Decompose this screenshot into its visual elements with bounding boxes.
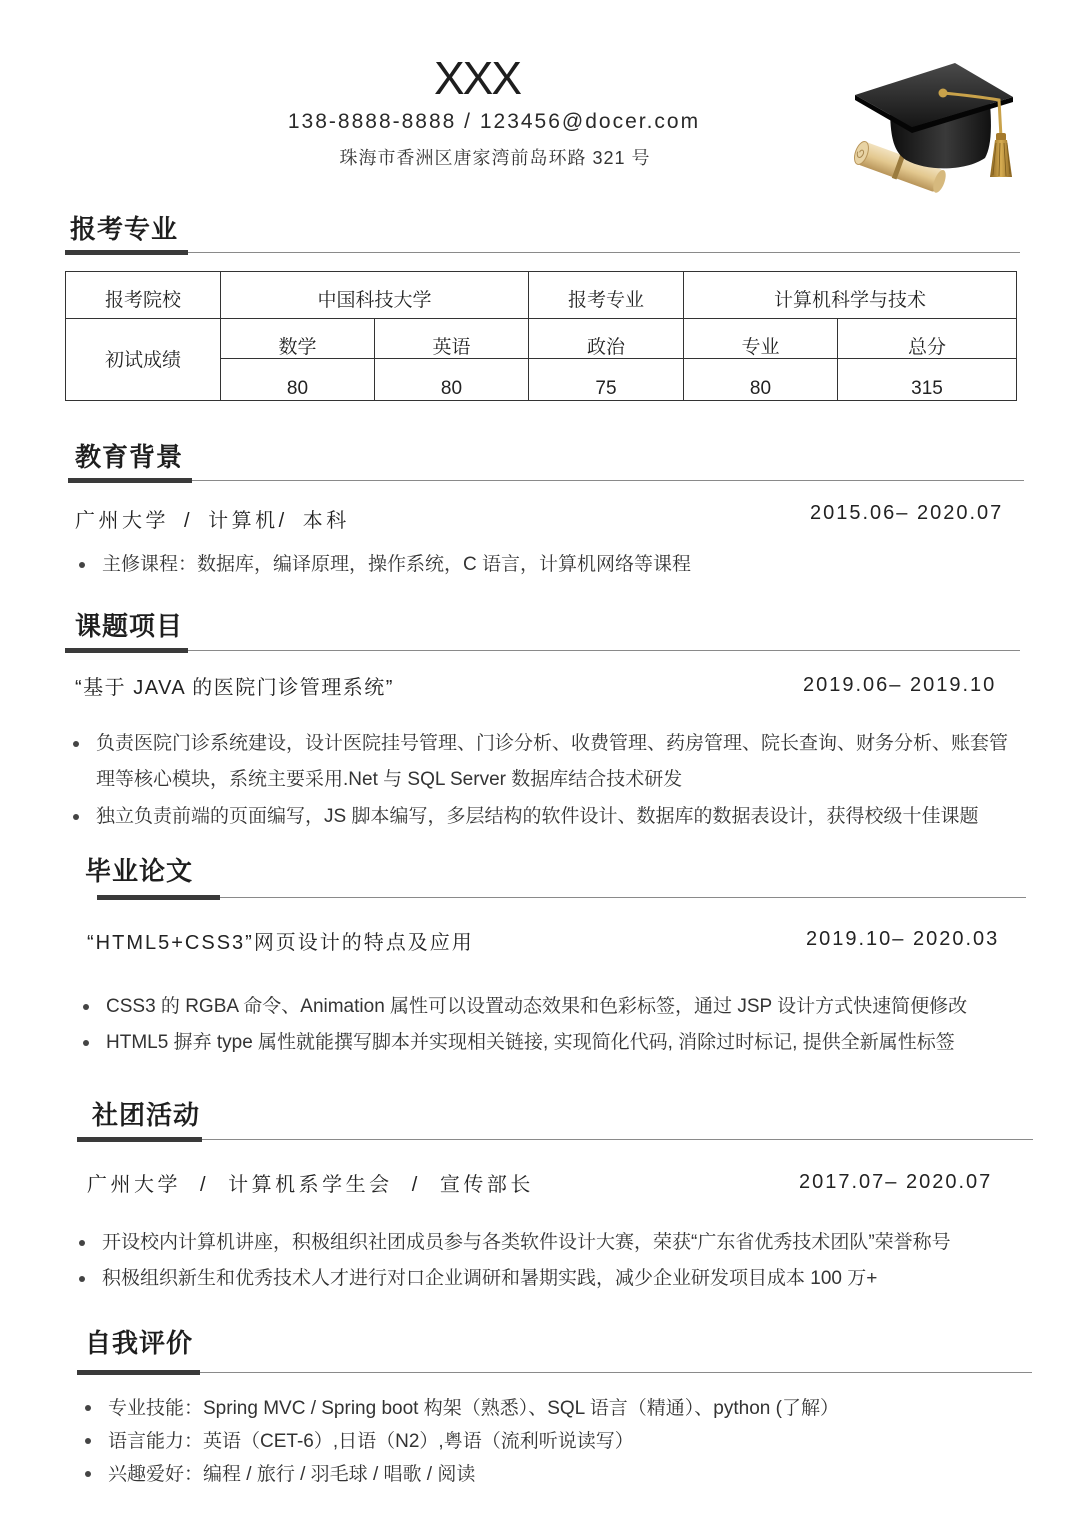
- list-item-text: 负责医院门诊系统建设，设计医院挂号管理、门诊分析、收费管理、药房管理、院长查询、财务分析、账套管理等核心模块，系统主要采用.Net 与 SQL Server 数据库结合技术研发: [96, 733, 1009, 790]
- bullet-dot: [83, 1004, 89, 1010]
- address-line: 珠海市香洲区唐家湾前岛环路 321 号: [339, 148, 651, 168]
- score-label-cell: 初试成绩: [65, 318, 221, 401]
- list-item-text: CSS3 的 RGBA 命令、Animation 属性可以设置动态效果和色彩标签，通过 JSP 设计方式快速简便修改: [106, 996, 968, 1017]
- divider-accent-bar: [97, 895, 220, 900]
- divider-accent-bar: [68, 478, 192, 483]
- score-cell: 75: [528, 358, 684, 401]
- divider-accent-bar: [77, 1370, 200, 1375]
- section-divider: [65, 648, 1020, 653]
- section-divider: [77, 1137, 1033, 1142]
- subject-header-cell: 英语: [374, 318, 529, 359]
- list-item: [80, 989, 1030, 1025]
- divider-line: [65, 252, 1020, 253]
- list-item-text: 独立负责前端的页面编写，JS 脚本编写，多层结构的软件设计、数据库的数据表设计，获得校级十佳课题: [96, 806, 979, 827]
- score-table: [65, 271, 1017, 401]
- divider-accent-bar: [65, 250, 188, 255]
- list-item: [70, 726, 1011, 798]
- subject-header-cell: 总分: [837, 318, 1017, 359]
- divider-line: [77, 1372, 1032, 1373]
- section-title-projects: 课题项目: [75, 611, 184, 641]
- subject-header-cell: 数学: [220, 318, 375, 359]
- divider-line: [97, 897, 1026, 898]
- major-label-cell: 报考专业: [528, 271, 684, 319]
- list-item-text: 开设校内计算机讲座，积极组织社团成员参与各类软件设计大赛，荣获“广东省优秀技术团队”荣誉称号: [102, 1232, 951, 1253]
- thesis-entry-date: 2019.10– 2020.03: [806, 928, 1000, 950]
- list-item: [82, 1425, 1022, 1458]
- section-divider: [68, 478, 1024, 483]
- bullet-dot: [85, 1405, 91, 1411]
- score-cell: 315: [837, 358, 1017, 401]
- list-item-text: HTML5 摒弃 type 属性就能撰写脚本并实现相关链接, 实现简化代码, 消除过时标记, 提供全新属性标签: [106, 1032, 955, 1053]
- list-item-text: 兴趣爱好：编程 / 旅行 / 羽毛球 / 唱歌 / 阅读: [108, 1464, 476, 1485]
- contact-line: 138-8888-8888 / 123456@docer.com: [287, 110, 701, 133]
- bullet-dot: [79, 1276, 85, 1282]
- score-cell: 80: [374, 358, 529, 401]
- list-item: [80, 1025, 1030, 1061]
- candidate-name: XXX: [433, 52, 521, 104]
- list-item: [76, 1261, 1030, 1297]
- bullet-dot: [79, 1240, 85, 1246]
- divider-accent-bar: [65, 648, 188, 653]
- section-title-thesis: 毕业论文: [85, 856, 194, 886]
- divider-line: [65, 650, 1020, 651]
- divider-line: [77, 1139, 1033, 1140]
- bullet-dot: [73, 741, 79, 747]
- list-item-text: 语言能力：英语（CET-6）,日语（N2）,粤语（流利听说读写）: [108, 1431, 634, 1452]
- section-title-target: 报考专业: [70, 214, 179, 244]
- score-cell: 80: [683, 358, 838, 401]
- thesis-entry-title: “HTML5+CSS3”网页设计的特点及应用: [87, 932, 474, 954]
- list-item: [82, 1458, 1022, 1491]
- school-cell: 中国科技大学: [220, 271, 529, 319]
- section-title-clubs: 社团活动: [92, 1100, 201, 1130]
- bullet-dot: [83, 1040, 89, 1046]
- club-entry-date: 2017.07– 2020.07: [799, 1171, 993, 1193]
- list-item-text: 积极组织新生和优秀技术人才进行对口企业调研和暑期实践，减少企业研发项目成本 100 万+: [102, 1268, 878, 1289]
- list-item-text: 专业技能：Spring MVC / Spring boot 构架（熟悉）、SQL 语言（精通）、python (了解）: [108, 1398, 839, 1419]
- bullet-dot: [79, 562, 85, 568]
- graduation-cap-icon: [850, 55, 1020, 195]
- education-entry-title: 广州大学 / 计算机/ 本科: [75, 510, 350, 532]
- subject-header-cell: 政治: [528, 318, 684, 359]
- section-divider: [77, 1370, 1032, 1375]
- list-item: [76, 547, 1016, 583]
- bullet-dot: [85, 1471, 91, 1477]
- subject-header-cell: 专业: [683, 318, 838, 359]
- school-label-cell: 报考院校: [65, 271, 221, 319]
- list-item: [76, 1225, 1030, 1261]
- section-divider: [65, 250, 1020, 255]
- section-title-education: 教育背景: [75, 442, 184, 472]
- education-entry-date: 2015.06– 2020.07: [810, 502, 1004, 524]
- club-entry-title: 广州大学 / 计算机系学生会 / 宣传部长: [87, 1174, 534, 1196]
- bullet-dot: [73, 814, 79, 820]
- major-cell: 计算机科学与技术: [683, 271, 1017, 319]
- project-entry-date: 2019.06– 2019.10: [803, 674, 997, 696]
- list-item: [70, 799, 1030, 835]
- bullet-dot: [85, 1438, 91, 1444]
- cap-button: [939, 89, 948, 98]
- list-item-text: 主修课程：数据库，编译原理，操作系统，C 语言，计算机网络等课程: [102, 554, 692, 575]
- list-item: [82, 1392, 1022, 1425]
- project-entry-title: “基于 JAVA 的医院门诊管理系统”: [75, 677, 394, 699]
- divider-line: [68, 480, 1024, 481]
- section-divider: [97, 895, 1026, 900]
- section-title-self-evaluation: 自我评价: [85, 1328, 194, 1358]
- score-cell: 80: [220, 358, 375, 401]
- divider-accent-bar: [77, 1137, 202, 1142]
